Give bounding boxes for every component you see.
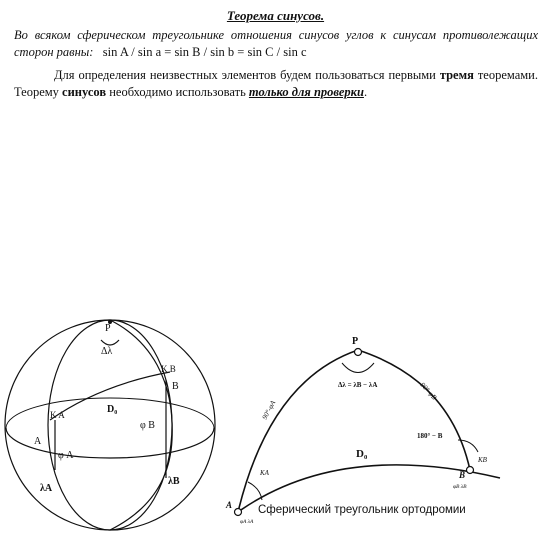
usage-text-end: . bbox=[363, 85, 368, 99]
label-KB: K B bbox=[161, 364, 176, 374]
usage-text-mid: теоремами. Теорему bbox=[14, 68, 538, 99]
usage-bold-sines: синусов bbox=[62, 85, 107, 99]
label-phi-A: φ A bbox=[58, 450, 74, 461]
usage-text-start: Для определения неизвестных элементов будем пользоваться первыми bbox=[54, 68, 436, 82]
label-phi-B: φ B bbox=[140, 420, 155, 431]
label-dlambda: Δλ bbox=[101, 346, 113, 357]
usage-bold-three: тремя bbox=[439, 68, 474, 82]
label-KA-right: KA bbox=[260, 469, 269, 477]
label-angle-P: Δλ = λB − λA bbox=[338, 381, 378, 389]
label-KB-right: KB bbox=[478, 456, 487, 464]
label-lambda-B: λB bbox=[168, 476, 180, 487]
figure-caption: Сферический треугольник ортодромии bbox=[258, 504, 466, 516]
sine-theorem-formula: sin A / sin a = sin B / sin b = sin C / sin c bbox=[102, 45, 307, 59]
label-B-right: B bbox=[459, 470, 466, 480]
vertex-P bbox=[355, 349, 362, 356]
label-KA: K A bbox=[50, 410, 65, 420]
label-side-left: 90°-φA bbox=[260, 399, 278, 421]
label-angle-B: 180° − B bbox=[417, 432, 443, 440]
label-P-right: P bbox=[352, 336, 359, 347]
label-B: B bbox=[172, 381, 179, 392]
label-A: A bbox=[34, 436, 42, 447]
document-title: Теорема синусов. bbox=[226, 8, 325, 23]
label-P: P bbox=[105, 323, 111, 334]
label-D0-right: D₀ bbox=[356, 448, 368, 460]
usage-bold-check-only: только для проверки bbox=[248, 85, 364, 99]
label-lambda-A: λA bbox=[40, 483, 53, 494]
label-side-right: 90°-φB bbox=[418, 380, 439, 402]
sine-theorem-text: Во всяком сферическом треугольнике отношения синусов углов к синусам противолежащих сторон равны: bbox=[14, 28, 538, 59]
vertex-A bbox=[235, 509, 242, 516]
dlambda-arc bbox=[101, 340, 119, 345]
usage-text-mid2: необходимо использовать bbox=[109, 85, 246, 99]
label-coords-B: φB λB bbox=[453, 484, 467, 490]
angle-P-arc bbox=[342, 363, 374, 373]
label-coords-A: φA λA bbox=[240, 519, 254, 525]
label-D0: D₀ bbox=[107, 404, 118, 415]
side-b-arc bbox=[358, 350, 470, 470]
label-A-right: A bbox=[226, 500, 233, 510]
vertex-B bbox=[467, 467, 474, 474]
